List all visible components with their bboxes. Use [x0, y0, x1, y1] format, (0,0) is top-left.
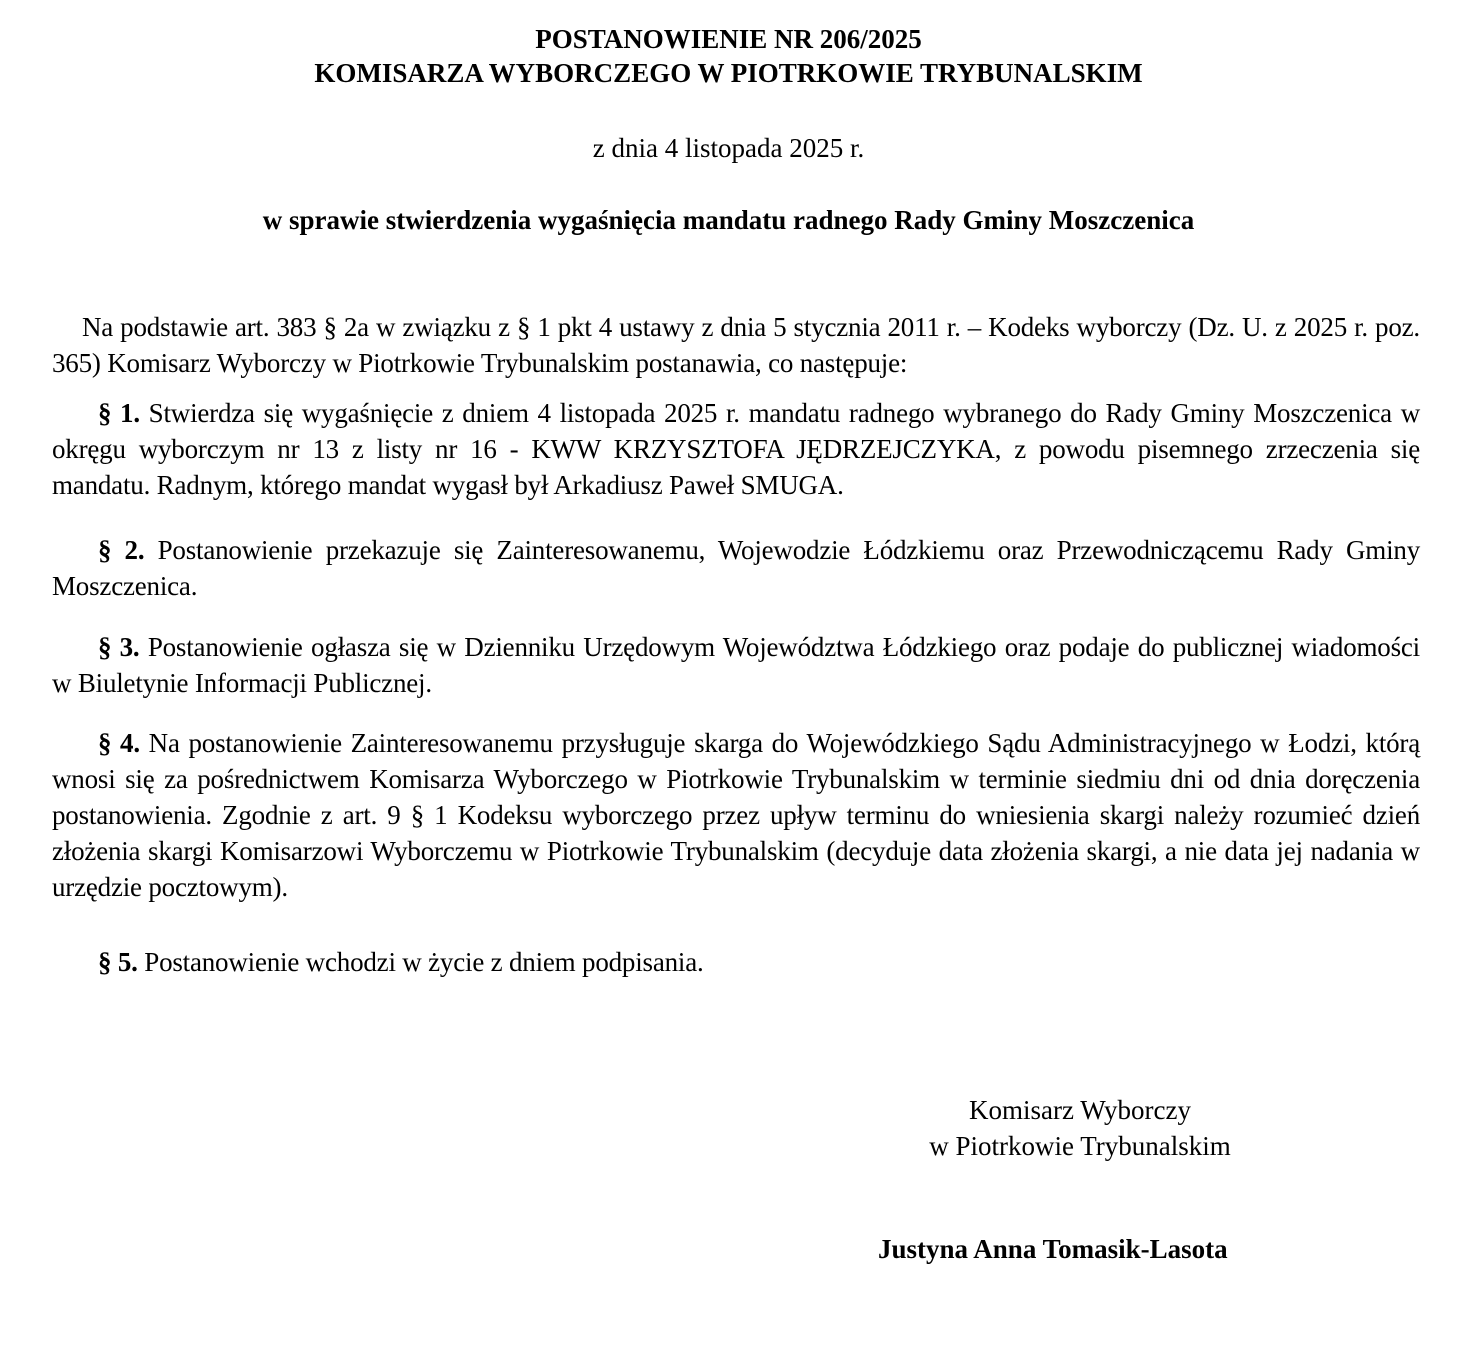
- signatory-role: Komisarz Wyborczy: [968, 1095, 1192, 1125]
- paragraph-number: § 5.: [98, 947, 138, 977]
- document-date: z dnia 4 listopada 2025 r.: [592, 133, 865, 163]
- document-issuer: KOMISARZA WYBORCZEGO W PIOTRKOWIE TRYBUNALSKIM: [314, 58, 1143, 88]
- paragraph-3: [52, 629, 1420, 701]
- paragraph-5: [52, 944, 1420, 980]
- paragraph-text: Postanowienie przekazuje się Zainteresowanemu, Wojewodzie Łódzkiemu oraz Przewodniczącemu Rady Gminy Moszczenica.: [52, 535, 1420, 601]
- signatory-location: w Piotrkowie Trybunalskim: [929, 1131, 1231, 1161]
- paragraph-text: Postanowienie ogłasza się w Dzienniku Urzędowym Województwa Łódzkiego oraz podaje do publicznej wiadomości w Biuletynie Informacji Publicznej.: [52, 632, 1420, 698]
- paragraph-1: [52, 395, 1420, 503]
- paragraph-number: § 3.: [98, 632, 140, 662]
- paragraph-text: Stwierdza się wygaśnięcie z dniem 4 listopada 2025 r. mandatu radnego wybranego do Rady Gminy Moszczenica w okręgu wyborczym nr 13 z listy nr 16 - KWW KRZYSZTOFA JĘDRZEJCZYKA, z powodu pisemnego zrzeczenia się mandatu. Radnym, którego mandat wygasł był Arkadiusz Paweł SMUGA.: [52, 398, 1420, 500]
- document-title: POSTANOWIENIE NR 206/2025: [535, 24, 922, 54]
- signature-block: [880, 1092, 1280, 1164]
- paragraph-text: Na postanowienie Zainteresowanemu przysługuje skarga do Wojewódzkiego Sądu Administracyjnego w Łodzi, którą wnosi się za pośrednictwem Komisarza Wyborczego w Piotrkowie Trybunalskim w terminie siedmiu dni od dnia doręczenia postanowienia. Zgodnie z art. 9 § 1 Kodeksu wyborczego przez upływ terminu do wniesienia skargi należy rozumieć dzień złożenia skargi Komisarzowi Wyborczemu w Piotrkowie Trybunalskim (decyduje data złożenia skargi, a nie data jej nadania w urzędzie pocztowym).: [52, 728, 1420, 902]
- paragraph-text: Postanowienie wchodzi w życie z dniem podpisania.: [137, 947, 704, 977]
- paragraph-4: [52, 725, 1420, 905]
- paragraph-number: § 2.: [98, 535, 145, 565]
- paragraph-number: § 4.: [98, 728, 140, 758]
- document-subject: w sprawie stwierdzenia wygaśnięcia mandatu radnego Rady Gminy Moszczenica: [262, 205, 1195, 235]
- paragraph-number: § 1.: [98, 398, 140, 428]
- signatory-name: Justyna Anna Tomasik-Lasota: [878, 1234, 1228, 1264]
- paragraph-2: [52, 532, 1420, 604]
- legal-basis-intro: Na podstawie art. 383 § 2a w związku z § 1 pkt 4 ustawy z dnia 5 stycznia 2011 r. – Kodeks wyborczy (Dz. U. z 2025 r. poz. 365) Komisarz Wyborczy w Piotrkowie Trybunalskim postanawia, co następuje:: [52, 312, 1420, 378]
